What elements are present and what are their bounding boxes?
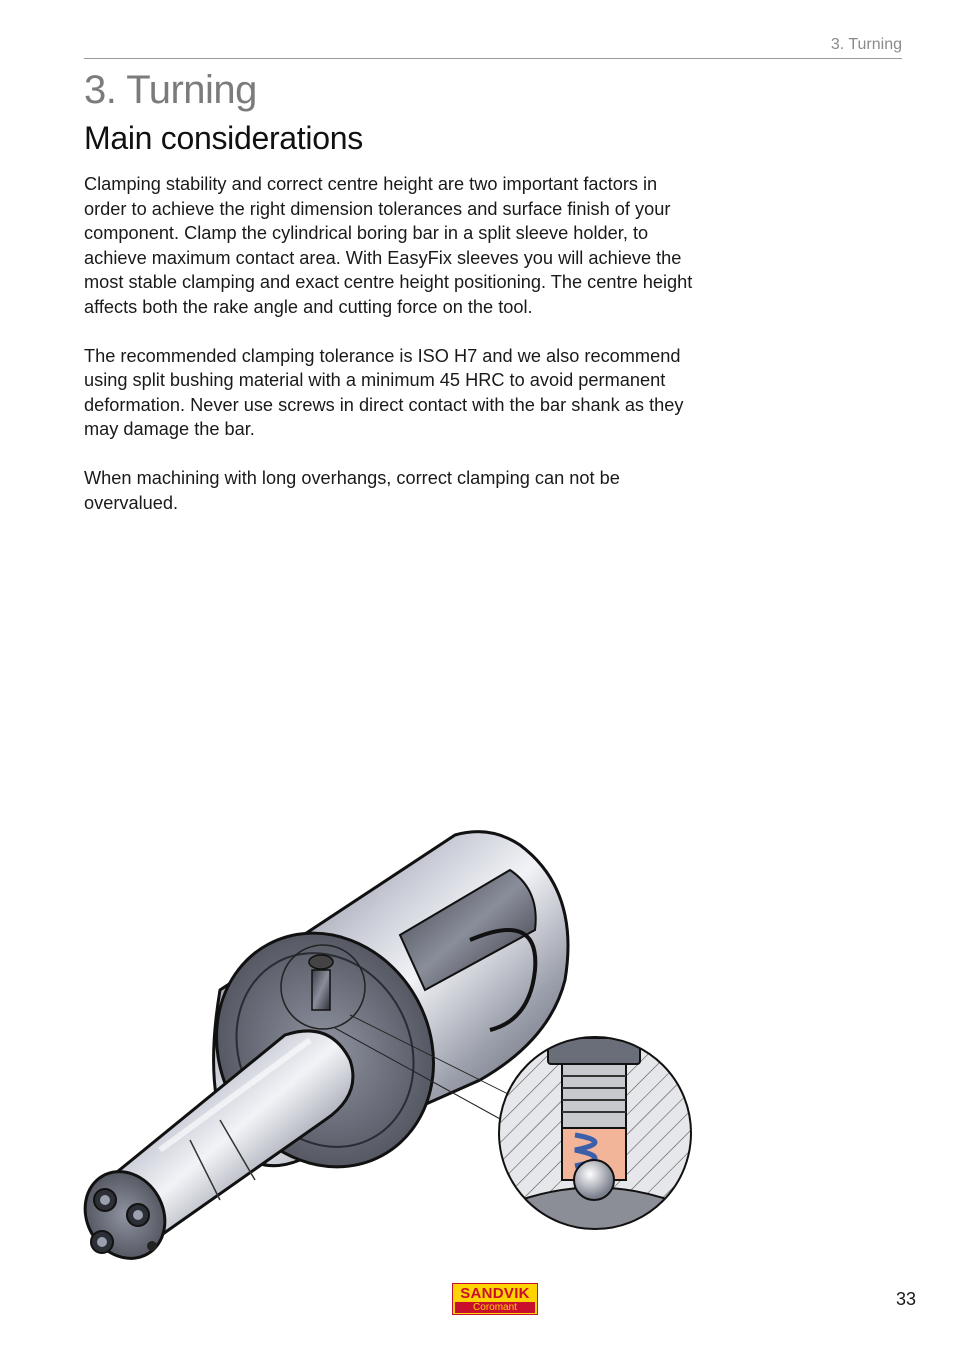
running-header-title: 3. Turning — [830, 36, 902, 53]
paragraph: When machining with long overhangs, correct clamping can not be overvalued. — [84, 468, 620, 513]
logo-sub: Coromant — [455, 1302, 535, 1313]
logo-brand: SANDVIK — [460, 1285, 530, 1302]
page-number: 33 — [895, 1289, 916, 1309]
running-header — [84, 34, 902, 59]
boring-bar-clamping-illustration — [70, 820, 710, 1270]
chapter-title: 3. Turning — [84, 68, 257, 112]
paragraph: Clamping stability and correct centre height are two important factors in order to achieve the right dimension tolerances and surface finish of your component. Clamp the cylindrical boring bar in a split sleeve holder, to achieve maximum contact area. With EasyFix sleeves you will achieve the most stable clamping and exact centre height positioning. The centre height affects both the rake angle and cutting force on the tool. — [84, 174, 693, 317]
section-title: Main considerations — [84, 120, 363, 156]
paragraph: The recommended clamping tolerance is ISO H7 and we also recommend using split bushing material with a minimum 45 HRC to avoid permanent deformation. Never use screws in direct contact with the bar shank as they may damage the bar. — [84, 345, 684, 439]
sandvik-coromant-logo — [452, 1283, 538, 1315]
body-text — [84, 172, 704, 540]
